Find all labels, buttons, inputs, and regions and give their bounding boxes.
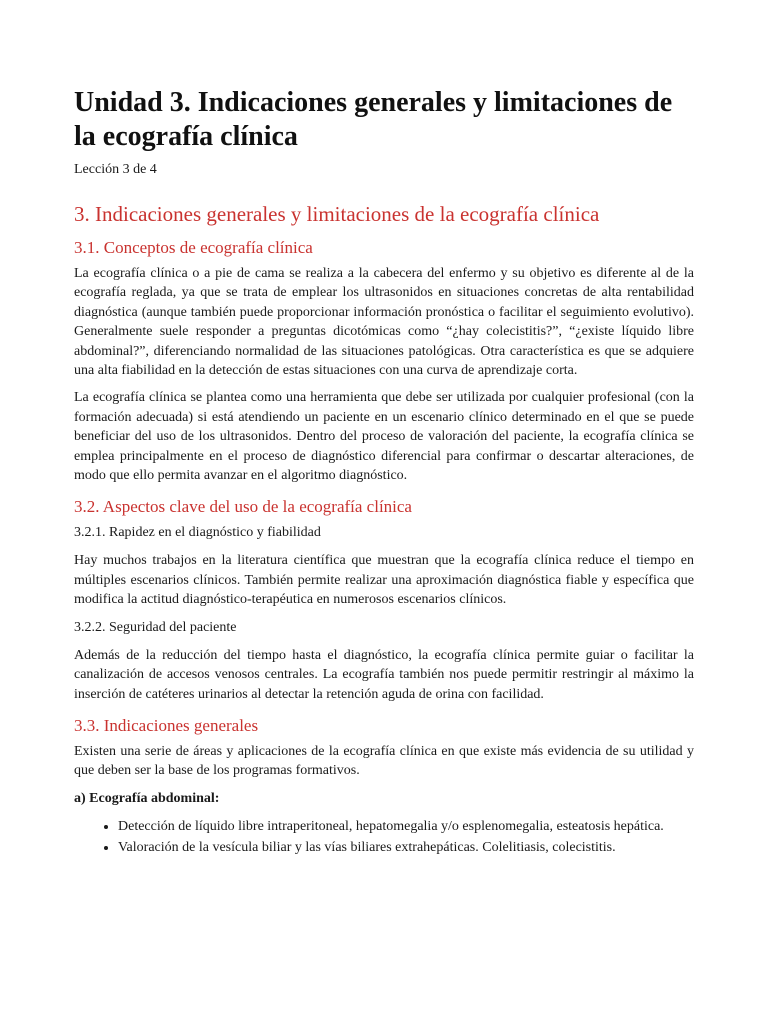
section-3-3-paragraph: Existen una serie de áreas y aplicaciones de la ecografía clínica en que existe más evidencia de su utilidad y que deben ser la base de los programas formativos. bbox=[74, 743, 694, 779]
list-item: • Detección de líquido libre intraperitoneal, hepatomegalia y/o esplenomegalia, esteatosis hepática. bbox=[118, 817, 694, 836]
section-3-2 bbox=[74, 495, 694, 703]
section-3-3-heading: 3.3. Indicaciones generales bbox=[74, 715, 259, 735]
list-item: • Valoración de la vesícula biliar y las vías biliares extrahepáticas. Colelitiasis, colecistitis. bbox=[118, 838, 694, 857]
abdominal-indications-list bbox=[74, 817, 694, 858]
subsection-3-2-2-paragraph: Además de la reducción del tiempo hasta el diagnóstico, la ecografía clínica permite guiar o facilitar la canalización de accesos venosos centrales. La ecografía también nos puede permitir restringir al máximo la inserción de catéteres urinarios al detectar la retención aguda de orina con facilidad. bbox=[74, 647, 694, 702]
section-3-3 bbox=[74, 714, 694, 858]
subsection-3-2-1-heading: 3.2.1. Rapidez en el diagnóstico y fiabilidad bbox=[74, 525, 321, 541]
document-title: Unidad 3. Indicaciones generales y limitaciones de la ecografía clínica bbox=[74, 87, 673, 152]
section-3-1-heading: 3.1. Conceptos de ecografía clínica bbox=[74, 238, 313, 257]
section-3-2-heading: 3.2. Aspectos clave del uso de la ecografía clínica bbox=[74, 497, 412, 517]
section-title: 3. Indicaciones generales y limitaciones de la ecografía clínica bbox=[74, 202, 600, 226]
section-3-1 bbox=[74, 236, 694, 485]
subsection-3-2-2-heading: 3.2.2. Seguridad del paciente bbox=[74, 619, 237, 635]
lesson-indicator: Lección 3 de 4 bbox=[74, 162, 157, 177]
section-3-1-paragraph-2: La ecografía clínica se plantea como una herramienta que debe ser utilizada por cualquier profesional (con la formación adecuada) si está atendiendo un paciente en un escenario clínico determinado en el que se puede beneficiar del uso de los ultrasonidos. Dentro del proceso de valoración del paciente, la ecografía clínica se emplea principalmente en el proceso de diagnóstico diferencial para confirmar o descartar alteraciones, de modo que ello permita avanzar en el algoritmo diagnóstico. bbox=[74, 390, 694, 484]
abdominal-ultrasound-heading: a) Ecografía abdominal: bbox=[74, 790, 220, 806]
section-3-1-paragraph-1: La ecografía clínica o a pie de cama se realiza a la cabecera del enfermo y su objetivo es diferente al de la ecografía reglada, ya que se trata de emplear los ultrasonidos en situaciones concretas de alta rentabilidad diagnóstica (aunque también puede proporcionar información pronóstica o facilitar el seguimiento evolutivo). Generalmente suele responder a preguntas dicotómicas como “¿hay colecistitis?”, “¿existe líquido libre abdominal?”, diferenciando normalidad de las situaciones patológicas. Otra característica es que se adquiere una alta fiabilidad en la detección de estas situaciones con una curva de aprendizaje corta. bbox=[74, 266, 694, 379]
subsection-3-2-1-paragraph: Hay muchos trabajos en la literatura científica que muestran que la ecografía clínica reduce el tiempo en múltiples escenarios clínicos. También permite realizar una aproximación diagnóstica fiable y específica que modifica la actitud diagnóstico-terapéutica en numerosos escenarios clínicos. bbox=[74, 553, 694, 608]
